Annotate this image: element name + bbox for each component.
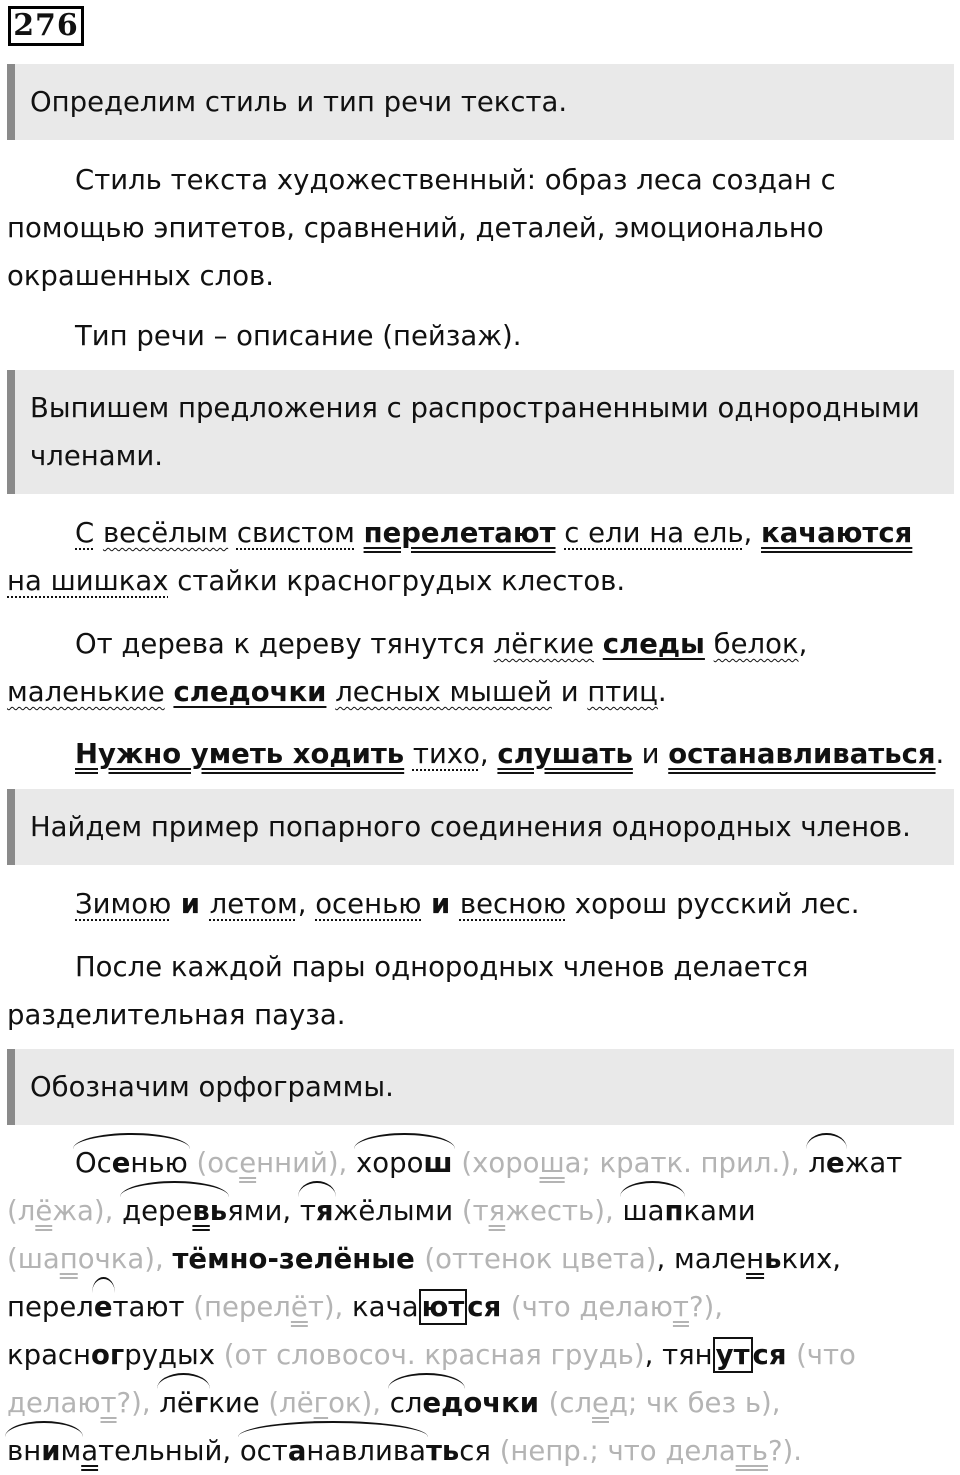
task-heading-sentences xyxy=(7,370,954,494)
word: лёгкие xyxy=(493,628,594,660)
subject: следочки xyxy=(173,676,327,708)
task-heading-text: Обозначим орфограммы. xyxy=(30,1071,394,1103)
text: . xyxy=(935,738,945,770)
task-heading-text: Выпишем предложения с распространенными однородными членами. xyxy=(30,392,920,472)
predicate: качаются xyxy=(761,517,913,549)
text: , xyxy=(479,738,498,770)
word: на шишках xyxy=(7,565,169,597)
punctuation: , xyxy=(743,517,753,549)
text: и xyxy=(632,738,669,770)
style-paragraph: Стиль текста художественный: образ леса создан с помощью эпитетов, сравнений, деталей, эмоционально окрашенных слов. xyxy=(7,164,836,292)
text: и xyxy=(551,676,588,708)
word-root-arc: Осенью xyxy=(75,1139,188,1187)
word-root-arc: лёг xyxy=(159,1379,208,1427)
word-root-arc: шап xyxy=(622,1187,683,1235)
word-root-arc: хорош xyxy=(356,1139,453,1187)
orthogram-line: (лёжа), деревьями, тяжёлыми (тяжесть), шапками xyxy=(7,1187,952,1235)
word: Зимою xyxy=(75,888,172,920)
subject: следы xyxy=(602,628,705,660)
word-root-arc: е xyxy=(94,1283,113,1331)
word: весёлым xyxy=(102,517,229,549)
task-heading-style xyxy=(7,64,954,140)
word: маленькие xyxy=(7,676,165,708)
conjunction: и xyxy=(421,888,460,920)
predicate: останавливаться xyxy=(668,738,936,770)
task-heading-orthograms xyxy=(7,1049,954,1125)
pair-sentence xyxy=(7,880,952,928)
word: белок xyxy=(713,628,799,660)
orthogram-block xyxy=(7,1139,952,1475)
word-root-arc: деревь xyxy=(122,1187,227,1235)
orthogram-line: внимательный, останавливаться (непр.; что делать?). xyxy=(7,1427,952,1475)
pause-paragraph: После каждой пары однородных членов делается разделительная пауза. xyxy=(7,951,809,1031)
word: весною xyxy=(459,888,567,920)
orthogram-line: красногрудых (от словосоч. красная грудь), тян ут ся (что xyxy=(7,1339,856,1371)
type-paragraph: Тип речи – описание (пейзаж). xyxy=(75,320,522,352)
text: От дерева к дереву тянутся xyxy=(75,628,494,660)
text: , xyxy=(798,628,808,660)
word-root-arc: вним xyxy=(7,1427,81,1475)
text: , xyxy=(297,888,316,920)
word: С xyxy=(75,517,95,549)
conjunction: и xyxy=(171,888,210,920)
text: хорош русский лес. xyxy=(566,888,860,920)
predicate: перелетают xyxy=(363,517,556,549)
sentence-3 xyxy=(7,730,952,778)
exercise-number: 276 xyxy=(8,6,84,46)
word: птиц xyxy=(587,676,658,708)
sentence-1 xyxy=(7,509,952,605)
word: летом xyxy=(209,888,298,920)
ending-box: ют xyxy=(419,1289,468,1325)
word-root-arc: след xyxy=(390,1379,464,1427)
word: лесных мышей xyxy=(335,676,552,708)
word: свистом xyxy=(236,517,355,549)
task-heading-text: Определим стиль и тип речи текста. xyxy=(30,86,568,118)
orthogram-line: перелетают (перелёт), кача ют ся (что делают?), xyxy=(7,1283,952,1331)
word: осенью xyxy=(315,888,422,920)
orthogram-line: Осенью (осенний), хорош (хороша; кратк. прил.), лежат xyxy=(7,1139,952,1187)
task-heading-pairs xyxy=(7,789,954,865)
text: . xyxy=(657,676,667,708)
sentence-2 xyxy=(7,620,952,716)
word: с ели на ель xyxy=(564,517,744,549)
word-root-arc: останавлива xyxy=(240,1427,426,1475)
text: стайки красногрудых клестов. xyxy=(168,565,626,597)
orthogram-line: делают?), лёгкие (лёгок), следочки (след; чк без ь), xyxy=(7,1379,952,1427)
word-root-arc: ле xyxy=(808,1139,844,1187)
word: тихо xyxy=(412,738,480,770)
predicate: Нужно уметь ходить xyxy=(75,738,405,770)
predicate: слушать xyxy=(497,738,633,770)
word-root-arc: тя xyxy=(300,1187,334,1235)
ending-box: ут xyxy=(713,1337,753,1373)
orthogram-line: (шапочка), тёмно-зелёные (оттенок цвета), маленьких, xyxy=(7,1243,841,1275)
task-heading-text: Найдем пример попарного соединения однородных членов. xyxy=(30,811,911,843)
